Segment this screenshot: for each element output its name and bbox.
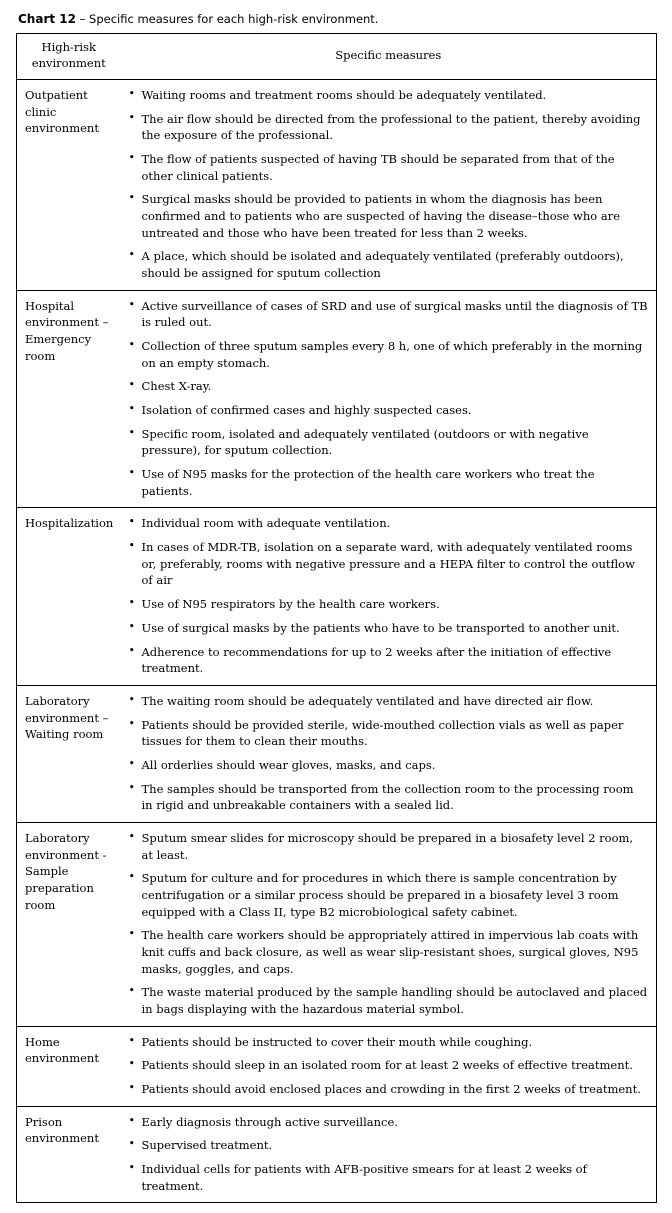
column-header-environment: High-risk environment	[17, 34, 121, 80]
measure-item: • In cases of MDR-TB, isolation on a separate ward, with adequately ventilated rooms or, preferably, rooms with negative pressure and a HEPA filter to control the outflow of air	[129, 539, 649, 589]
environment-cell: Laboratory environment - Sample preparation room	[17, 822, 121, 1026]
measure-item: • Use of N95 respirators by the health care workers.	[129, 596, 649, 613]
measure-item: • Individual room with adequate ventilation.	[129, 515, 649, 532]
measure-item: • The flow of patients suspected of having TB should be separated from that of the other clinical patients.	[129, 151, 649, 184]
chart-caption-label: Chart 12	[18, 12, 76, 26]
chart-caption-dash: –	[75, 12, 90, 26]
environment-cell: Prison environment	[17, 1106, 121, 1203]
table-header-row	[17, 34, 657, 80]
measures-list	[129, 830, 649, 1018]
measure-item: • Chest X-ray.	[129, 378, 649, 395]
chart-caption-text: Specific measures for each high-risk environment.	[89, 12, 379, 26]
table-row	[17, 822, 657, 1026]
measure-item: • Adherence to recommendations for up to 2 weeks after the initiation of effective treatment.	[129, 644, 649, 677]
measure-item: • Patients should avoid enclosed places and crowding in the first 2 weeks of treatment.	[129, 1081, 649, 1098]
measures-cell	[121, 508, 657, 685]
measures-cell	[121, 1026, 657, 1106]
measures-table	[16, 33, 657, 1203]
environment-cell: Home environment	[17, 1026, 121, 1106]
measures-cell	[121, 80, 657, 291]
measure-item: • Patients should be instructed to cover their mouth while coughing.	[129, 1034, 649, 1051]
measures-list	[129, 298, 649, 500]
measure-item: • Sputum for culture and for procedures in which there is sample concentration by centrifugation or a similar process should be prepared in a biosafety level 3 room equipped with a Class II, type B2 microbiological safety cabinet.	[129, 870, 649, 920]
table-row	[17, 508, 657, 685]
measure-item: • Specific room, isolated and adequately ventilated (outdoors or with negative pressure), for sputum collection.	[129, 426, 649, 459]
measures-list	[129, 1114, 649, 1195]
measure-item: • Patients should be provided sterile, wide-mouthed collection vials as well as paper tissues for them to clean their mouths.	[129, 717, 649, 750]
environment-cell: Hospitalization	[17, 508, 121, 685]
table-row	[17, 685, 657, 822]
measures-cell	[121, 290, 657, 508]
environment-cell: Hospital environment – Emergency room	[17, 290, 121, 508]
measure-item: • Supervised treatment.	[129, 1137, 649, 1154]
measures-cell	[121, 685, 657, 822]
measure-item: • Isolation of confirmed cases and highly suspected cases.	[129, 402, 649, 419]
table-row	[17, 1026, 657, 1106]
measures-list	[129, 515, 649, 676]
measure-item: • Active surveillance of cases of SRD and use of surgical masks until the diagnosis of TB is ruled out.	[129, 298, 649, 331]
measure-item: • Use of surgical masks by the patients who have to be transported to another unit.	[129, 620, 649, 637]
measures-cell	[121, 1106, 657, 1203]
measures-cell	[121, 822, 657, 1026]
table-row	[17, 1106, 657, 1203]
measure-item: • Sputum smear slides for microscopy should be prepared in a biosafety level 2 room, at least.	[129, 830, 649, 863]
table-row	[17, 80, 657, 291]
measure-item: • Waiting rooms and treatment rooms should be adequately ventilated.	[129, 87, 649, 104]
measures-list	[129, 1034, 649, 1098]
environment-cell: Laboratory environment – Waiting room	[17, 685, 121, 822]
chart-caption	[18, 12, 656, 27]
measure-item: • Surgical masks should be provided to patients in whom the diagnosis has been confirmed and to patients who are suspected of having the disease–those who are untreated and those who have been treated for less than 2 weeks.	[129, 191, 649, 241]
column-header-measures: Specific measures	[121, 34, 657, 80]
measure-item: • Individual cells for patients with AFB-positive smears for at least 2 weeks of treatment.	[129, 1161, 649, 1194]
measure-item: • Use of N95 masks for the protection of the health care workers who treat the patients.	[129, 466, 649, 499]
measure-item: • The waiting room should be adequately ventilated and have directed air flow.	[129, 693, 649, 710]
measures-list	[129, 87, 649, 282]
measure-item: • All orderlies should wear gloves, masks, and caps.	[129, 757, 649, 774]
measure-item: • A place, which should be isolated and adequately ventilated (preferably outdoors), should be assigned for sputum collection	[129, 248, 649, 281]
measure-item: • The air flow should be directed from the professional to the patient, thereby avoiding the exposure of the professional.	[129, 111, 649, 144]
measure-item: • The waste material produced by the sample handling should be autoclaved and placed in bags displaying with the hazardous material symbol.	[129, 984, 649, 1017]
table-row	[17, 290, 657, 508]
table-body	[17, 80, 657, 1203]
measure-item: • The samples should be transported from the collection room to the processing room in rigid and unbreakable containers with a sealed lid.	[129, 781, 649, 814]
environment-cell: Outpatient clinic environment	[25, 88, 99, 136]
measure-item: • The health care workers should be appropriately attired in impervious lab coats with knit cuffs and back closure, as well as wear slip-resistant shoes, surgical gloves, N95 masks, goggles, and caps.	[129, 927, 649, 977]
measures-list	[129, 693, 649, 814]
measure-item: • Collection of three sputum samples every 8 h, one of which preferably in the morning on an empty stomach.	[129, 338, 649, 371]
measure-item: • Early diagnosis through active surveillance.	[129, 1114, 649, 1131]
measure-item: • Patients should sleep in an isolated room for at least 2 weeks of effective treatment.	[129, 1057, 649, 1074]
table-head	[17, 34, 657, 80]
